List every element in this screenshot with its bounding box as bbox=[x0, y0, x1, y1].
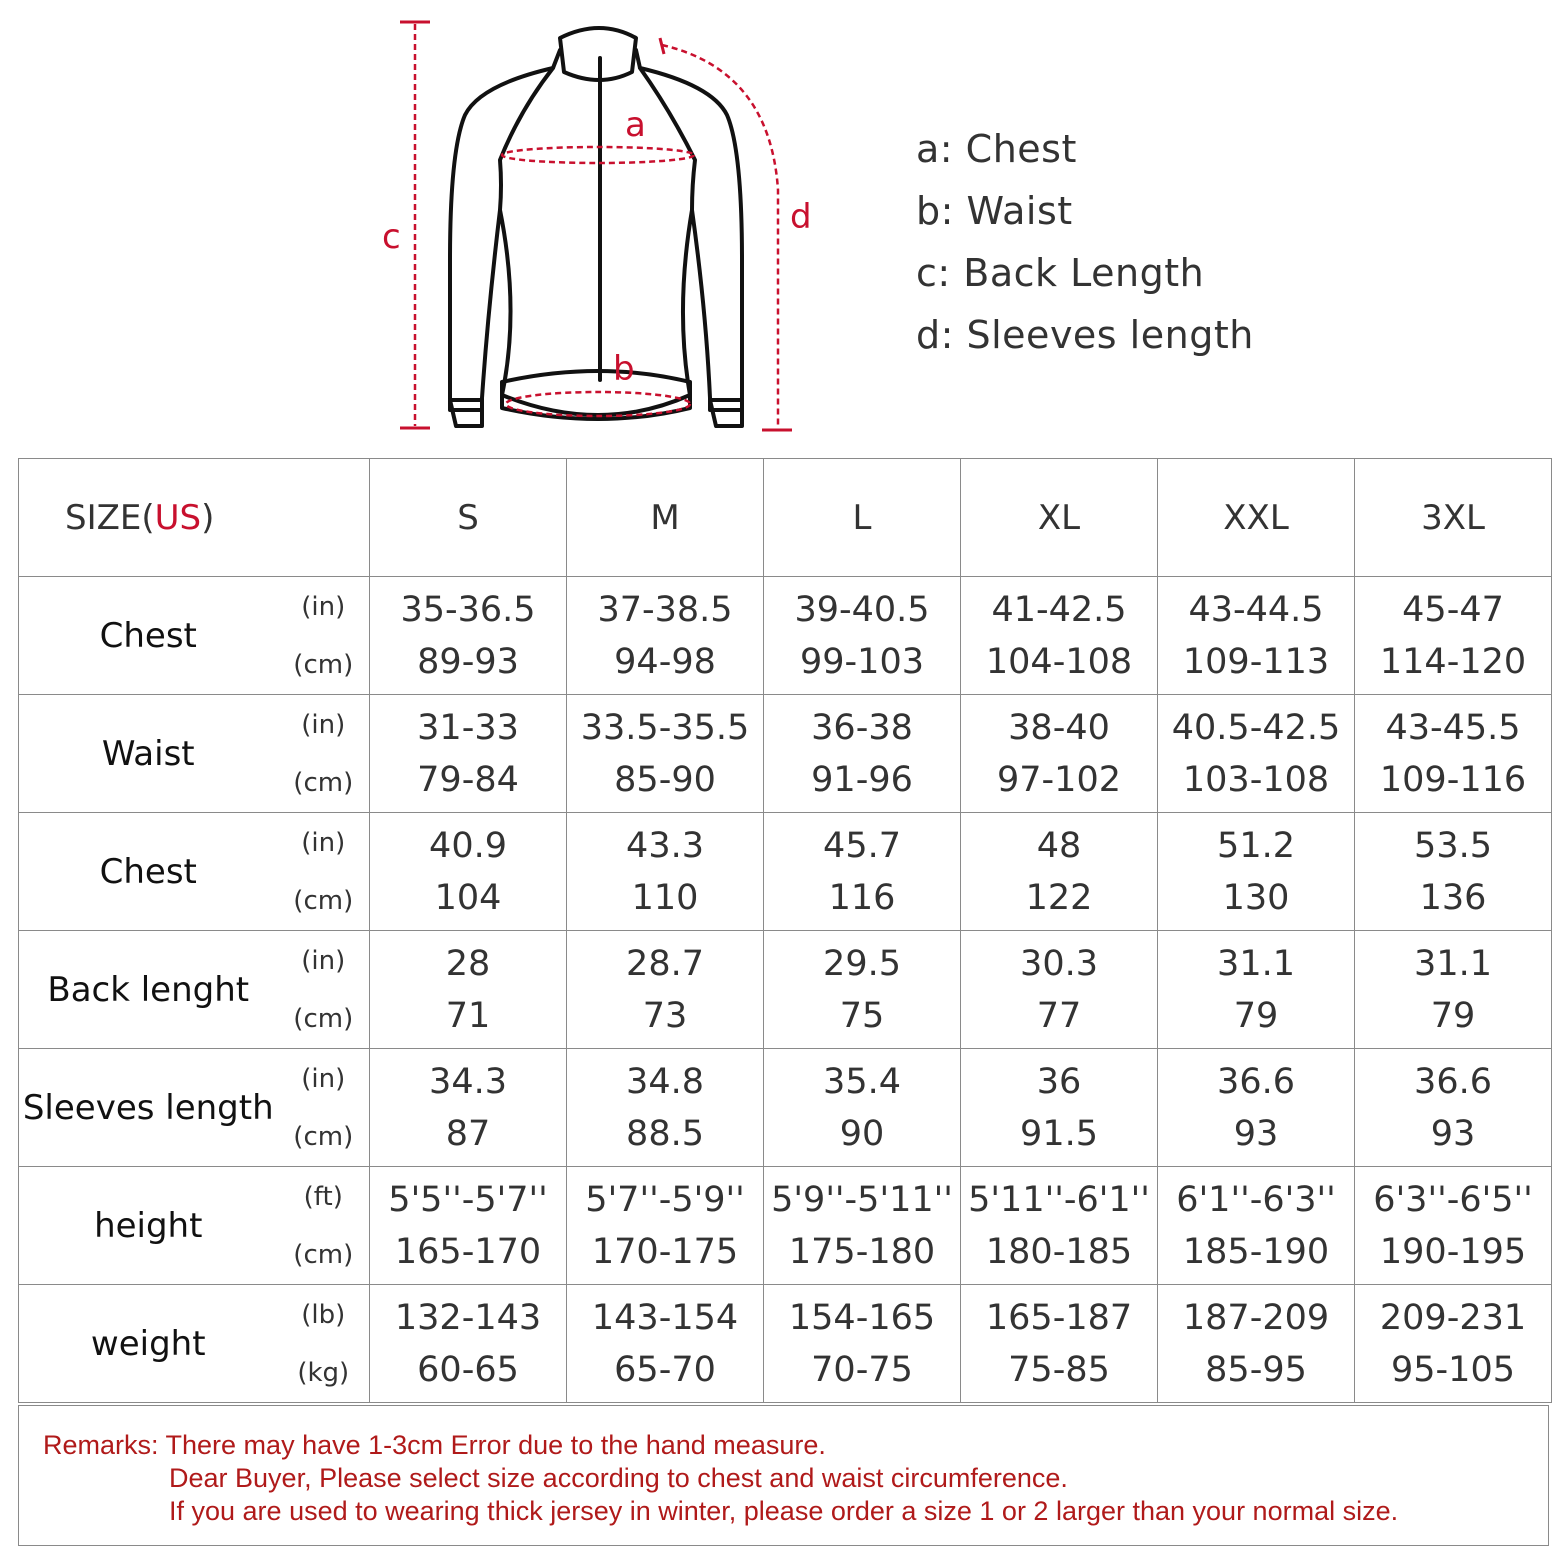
value-cell bbox=[1158, 931, 1355, 1049]
size-header-m: M bbox=[567, 459, 764, 577]
measurement-label: Waist bbox=[19, 695, 278, 813]
primary-value: 187-209 bbox=[1182, 1297, 1330, 1338]
unit-label: (in) bbox=[301, 945, 346, 976]
unit-label: (cm) bbox=[293, 649, 354, 680]
secondary-value: 90 bbox=[839, 1113, 885, 1154]
secondary-value: 165-170 bbox=[394, 1231, 542, 1272]
secondary-value: 87 bbox=[445, 1113, 491, 1154]
unit-label: (cm) bbox=[293, 1003, 354, 1034]
secondary-value: 116 bbox=[828, 877, 896, 918]
primary-value: 28 bbox=[445, 943, 491, 984]
unit-cell bbox=[278, 931, 370, 1049]
primary-value: 36-38 bbox=[811, 707, 913, 748]
primary-value: 35.4 bbox=[823, 1061, 901, 1102]
secondary-value: 89-93 bbox=[417, 641, 519, 682]
primary-value: 5'7''-5'9'' bbox=[585, 1179, 745, 1220]
size-table-body bbox=[19, 577, 1552, 1403]
unit-cell bbox=[278, 1049, 370, 1167]
measurement-label: Sleeves length bbox=[19, 1049, 278, 1167]
primary-value: 39-40.5 bbox=[794, 589, 930, 630]
value-cell bbox=[961, 813, 1158, 931]
legend-item-back-length: c: Back Length bbox=[916, 251, 1205, 295]
secondary-value: 109-113 bbox=[1182, 641, 1330, 682]
secondary-value: 185-190 bbox=[1182, 1231, 1330, 1272]
primary-value: 40.5-42.5 bbox=[1171, 707, 1341, 748]
size-header-xl: XL bbox=[961, 459, 1158, 577]
secondary-value: 91-96 bbox=[811, 759, 913, 800]
primary-value: 31-33 bbox=[417, 707, 519, 748]
value-cell bbox=[1158, 695, 1355, 813]
secondary-value: 95-105 bbox=[1391, 1349, 1515, 1390]
secondary-value: 94-98 bbox=[614, 641, 716, 682]
secondary-value: 170-175 bbox=[591, 1231, 739, 1272]
value-cell bbox=[961, 931, 1158, 1049]
value-cell bbox=[370, 1167, 567, 1285]
secondary-value: 77 bbox=[1036, 995, 1082, 1036]
secondary-value: 79-84 bbox=[417, 759, 519, 800]
unit-cell bbox=[278, 695, 370, 813]
value-cell bbox=[1355, 1049, 1552, 1167]
primary-value: 31.1 bbox=[1217, 943, 1295, 984]
unit-cell bbox=[278, 813, 370, 931]
primary-value: 29.5 bbox=[823, 943, 901, 984]
primary-value: 5'11''-6'1'' bbox=[968, 1179, 1150, 1220]
secondary-value: 73 bbox=[642, 995, 688, 1036]
value-cell bbox=[1158, 813, 1355, 931]
size-chart-table bbox=[18, 458, 1552, 1403]
secondary-value: 175-180 bbox=[788, 1231, 936, 1272]
unit-label: (in) bbox=[301, 827, 346, 858]
secondary-value: 70-75 bbox=[811, 1349, 913, 1390]
primary-value: 34.8 bbox=[626, 1061, 704, 1102]
value-cell bbox=[764, 1167, 961, 1285]
primary-value: 209-231 bbox=[1379, 1297, 1527, 1338]
primary-value: 36.6 bbox=[1217, 1061, 1295, 1102]
value-cell bbox=[370, 931, 567, 1049]
unit-label: (ft) bbox=[303, 1181, 343, 1212]
unit-label: (cm) bbox=[293, 1121, 354, 1152]
remarks-box bbox=[18, 1405, 1549, 1546]
secondary-value: 75-85 bbox=[1008, 1349, 1110, 1390]
primary-value: 45.7 bbox=[823, 825, 901, 866]
value-cell bbox=[764, 577, 961, 695]
secondary-value: 109-116 bbox=[1379, 759, 1527, 800]
table-row bbox=[19, 931, 1552, 1049]
value-cell bbox=[370, 695, 567, 813]
value-cell bbox=[567, 813, 764, 931]
secondary-value: 103-108 bbox=[1182, 759, 1330, 800]
primary-value: 43.3 bbox=[626, 825, 704, 866]
secondary-value: 65-70 bbox=[614, 1349, 716, 1390]
secondary-value: 88.5 bbox=[626, 1113, 704, 1154]
secondary-value: 93 bbox=[1430, 1113, 1476, 1154]
value-cell bbox=[1355, 1167, 1552, 1285]
secondary-value: 91.5 bbox=[1020, 1113, 1098, 1154]
primary-value: 36 bbox=[1036, 1061, 1082, 1102]
legend-item-sleeves-length: d: Sleeves length bbox=[916, 313, 1254, 357]
size-header-xxl: XXL bbox=[1158, 459, 1355, 577]
primary-value: 6'1''-6'3'' bbox=[1176, 1179, 1336, 1220]
value-cell bbox=[1158, 1167, 1355, 1285]
secondary-value: 85-95 bbox=[1205, 1349, 1307, 1390]
primary-value: 30.3 bbox=[1020, 943, 1098, 984]
value-cell bbox=[1158, 577, 1355, 695]
secondary-value: 79 bbox=[1430, 995, 1476, 1036]
value-cell bbox=[961, 695, 1158, 813]
table-row bbox=[19, 1285, 1552, 1403]
measurement-label: Back lenght bbox=[19, 931, 278, 1049]
measurement-label: height bbox=[19, 1167, 278, 1285]
table-row bbox=[19, 577, 1552, 695]
size-region: US bbox=[154, 497, 202, 538]
value-cell bbox=[370, 577, 567, 695]
measure-label-d: d bbox=[790, 197, 812, 237]
primary-value: 35-36.5 bbox=[400, 589, 536, 630]
value-cell bbox=[961, 1049, 1158, 1167]
value-cell bbox=[1355, 695, 1552, 813]
unit-cell bbox=[278, 1285, 370, 1403]
value-cell bbox=[764, 695, 961, 813]
primary-value: 34.3 bbox=[429, 1061, 507, 1102]
primary-value: 40.9 bbox=[429, 825, 507, 866]
unit-cell bbox=[278, 1167, 370, 1285]
size-header-l: L bbox=[764, 459, 961, 577]
secondary-value: 97-102 bbox=[997, 759, 1121, 800]
value-cell bbox=[1355, 813, 1552, 931]
legend-item-chest: a: Chest bbox=[916, 127, 1077, 171]
secondary-value: 130 bbox=[1222, 877, 1290, 918]
value-cell bbox=[1158, 1285, 1355, 1403]
value-cell bbox=[961, 1285, 1158, 1403]
measurement-legend bbox=[916, 118, 1254, 366]
primary-value: 36.6 bbox=[1414, 1061, 1492, 1102]
primary-value: 53.5 bbox=[1414, 825, 1492, 866]
primary-value: 132-143 bbox=[394, 1297, 542, 1338]
primary-value: 6'3''-6'5'' bbox=[1373, 1179, 1533, 1220]
size-title: SIZE(US) bbox=[19, 459, 370, 577]
legend-item-waist: b: Waist bbox=[916, 189, 1073, 233]
measurement-label: Chest bbox=[19, 813, 278, 931]
primary-value: 38-40 bbox=[1008, 707, 1110, 748]
primary-value: 143-154 bbox=[591, 1297, 739, 1338]
secondary-value: 114-120 bbox=[1379, 641, 1527, 682]
primary-value: 165-187 bbox=[985, 1297, 1133, 1338]
value-cell bbox=[567, 1285, 764, 1403]
measurement-label: weight bbox=[19, 1285, 278, 1403]
secondary-value: 180-185 bbox=[985, 1231, 1133, 1272]
secondary-value: 104-108 bbox=[985, 641, 1133, 682]
primary-value: 33.5-35.5 bbox=[580, 707, 750, 748]
primary-value: 5'9''-5'11'' bbox=[771, 1179, 953, 1220]
size-header-s: S bbox=[370, 459, 567, 577]
secondary-value: 71 bbox=[445, 995, 491, 1036]
primary-value: 43-45.5 bbox=[1385, 707, 1521, 748]
jacket-illustration bbox=[370, 10, 830, 440]
value-cell bbox=[370, 813, 567, 931]
secondary-value: 122 bbox=[1025, 877, 1093, 918]
secondary-value: 93 bbox=[1233, 1113, 1279, 1154]
table-row bbox=[19, 695, 1552, 813]
primary-value: 43-44.5 bbox=[1188, 589, 1324, 630]
value-cell bbox=[1355, 577, 1552, 695]
unit-label: (lb) bbox=[301, 1299, 346, 1330]
jacket-measurement-diagram bbox=[370, 10, 830, 440]
table-row bbox=[19, 1167, 1552, 1285]
measure-label-b: b bbox=[613, 349, 635, 389]
size-header-3xl: 3XL bbox=[1355, 459, 1552, 577]
unit-label: (cm) bbox=[293, 885, 354, 916]
size-header-row bbox=[19, 459, 1552, 577]
unit-label: (in) bbox=[301, 1063, 346, 1094]
value-cell bbox=[567, 577, 764, 695]
secondary-value: 79 bbox=[1233, 995, 1279, 1036]
primary-value: 41-42.5 bbox=[991, 589, 1127, 630]
secondary-value: 99-103 bbox=[800, 641, 924, 682]
remarks-line-1: Remarks: There may have 1-3cm Error due to the hand measure. bbox=[43, 1430, 826, 1460]
secondary-value: 136 bbox=[1419, 877, 1487, 918]
value-cell bbox=[370, 1049, 567, 1167]
value-cell bbox=[567, 1167, 764, 1285]
unit-cell bbox=[278, 577, 370, 695]
value-cell bbox=[567, 931, 764, 1049]
value-cell bbox=[961, 577, 1158, 695]
value-cell bbox=[764, 813, 961, 931]
primary-value: 28.7 bbox=[626, 943, 704, 984]
value-cell bbox=[764, 1049, 961, 1167]
unit-label: (in) bbox=[301, 709, 346, 740]
primary-value: 37-38.5 bbox=[597, 589, 733, 630]
unit-label: (in) bbox=[301, 591, 346, 622]
value-cell bbox=[764, 931, 961, 1049]
primary-value: 31.1 bbox=[1414, 943, 1492, 984]
secondary-value: 104 bbox=[434, 877, 502, 918]
measurement-label: Chest bbox=[19, 577, 278, 695]
remarks-line-2: Dear Buyer, Please select size according to chest and waist circumference. bbox=[169, 1463, 1068, 1493]
value-cell bbox=[567, 1049, 764, 1167]
value-cell bbox=[370, 1285, 567, 1403]
measure-label-c: c bbox=[382, 217, 401, 257]
value-cell bbox=[1158, 1049, 1355, 1167]
value-cell bbox=[567, 695, 764, 813]
secondary-value: 190-195 bbox=[1379, 1231, 1527, 1272]
primary-value: 154-165 bbox=[788, 1297, 936, 1338]
primary-value: 5'5''-5'7'' bbox=[388, 1179, 548, 1220]
value-cell bbox=[764, 1285, 961, 1403]
primary-value: 51.2 bbox=[1217, 825, 1295, 866]
table-row bbox=[19, 813, 1552, 931]
value-cell bbox=[961, 1167, 1158, 1285]
table-row bbox=[19, 1049, 1552, 1167]
primary-value: 48 bbox=[1036, 825, 1082, 866]
unit-label: (cm) bbox=[293, 767, 354, 798]
unit-label: (kg) bbox=[297, 1357, 350, 1388]
secondary-value: 60-65 bbox=[417, 1349, 519, 1390]
measure-label-a: a bbox=[625, 105, 646, 145]
remarks-line-3: If you are used to wearing thick jersey in winter, please order a size 1 or 2 larger than your normal size. bbox=[169, 1496, 1399, 1526]
secondary-value: 85-90 bbox=[614, 759, 716, 800]
value-cell bbox=[1355, 931, 1552, 1049]
primary-value: 45-47 bbox=[1402, 589, 1504, 630]
unit-label: (cm) bbox=[293, 1239, 354, 1270]
secondary-value: 110 bbox=[631, 877, 699, 918]
value-cell bbox=[1355, 1285, 1552, 1403]
secondary-value: 75 bbox=[839, 995, 885, 1036]
